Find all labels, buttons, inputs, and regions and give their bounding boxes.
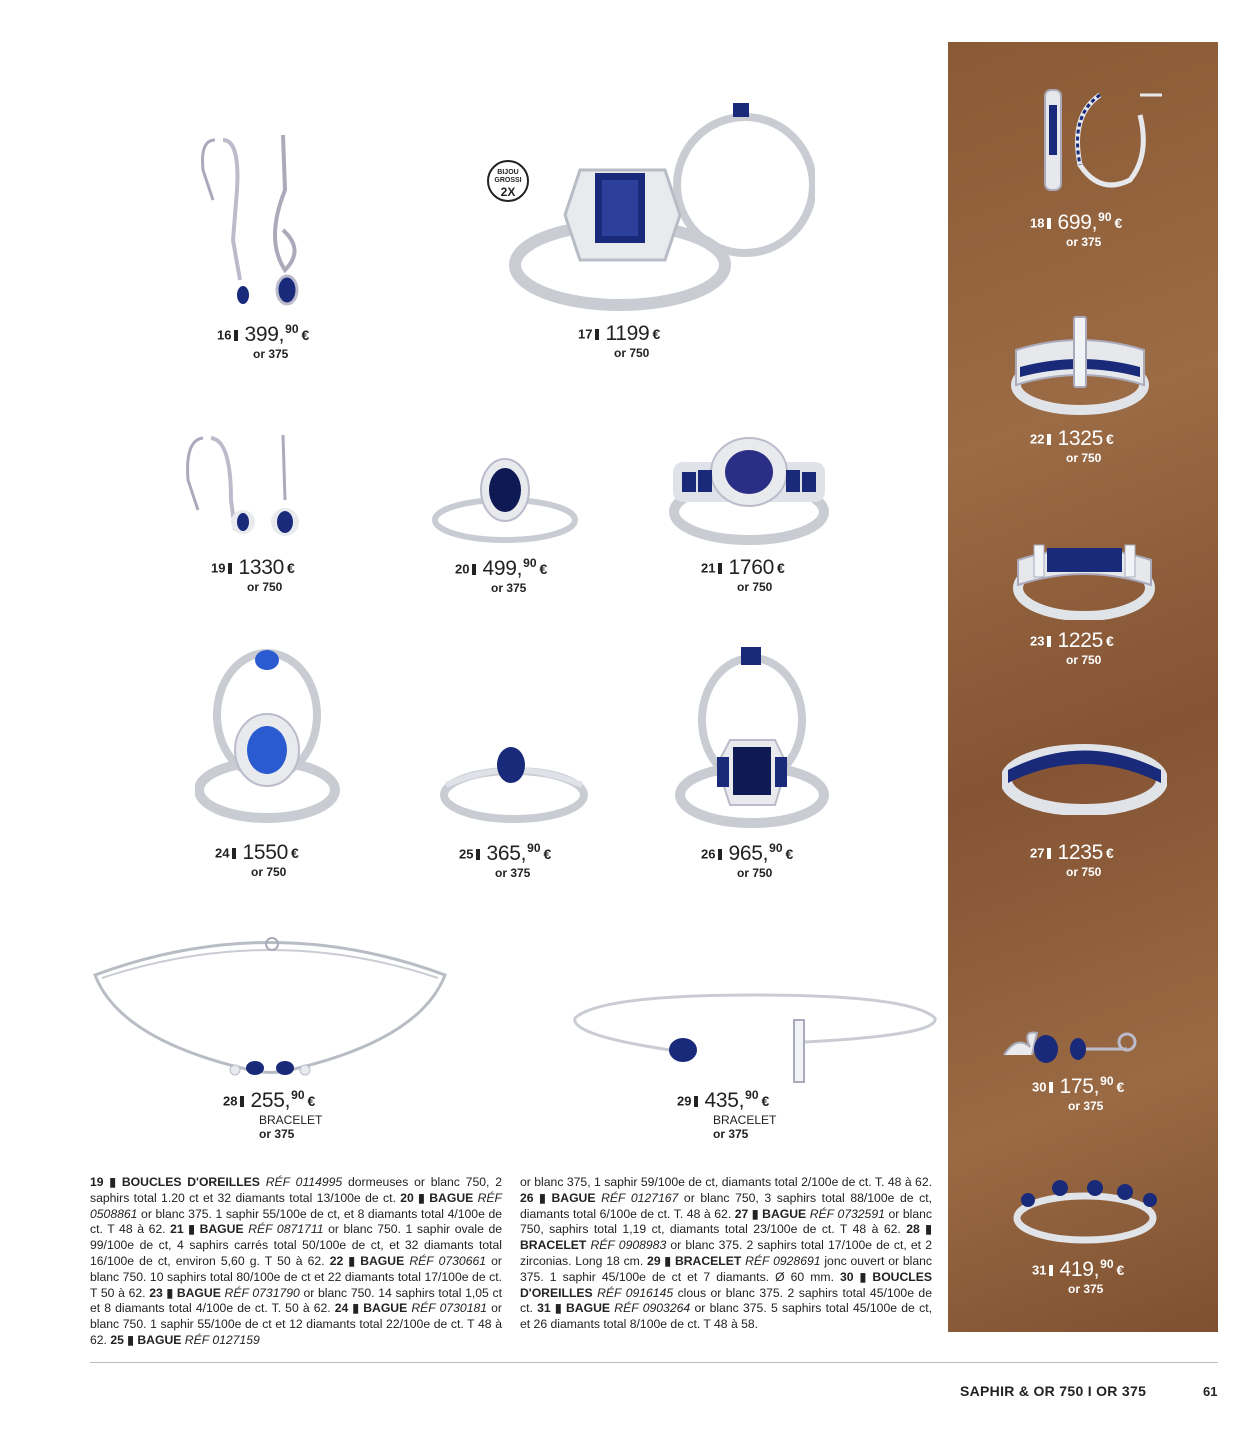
metal-31: or 375 bbox=[1068, 1282, 1104, 1297]
product-23-image[interactable] bbox=[1012, 530, 1157, 620]
product-30-image[interactable] bbox=[1002, 1025, 1142, 1070]
description-column-1: 19 ▮ BOUCLES D'OREILLES RÉF 0114995 dormeuses or blanc 750, 2 saphirs total 1.20 ct et 32 diamants total 13/100e de ct. 20 ▮ BAGUE RÉF 0508861 or blanc 375. 1 saphir 55/100e de ct, et 8 diamants total 4/100e de ct. T 48 à 62. 21 ▮ BAGUE RÉF 0871711 or blanc 750. 1 saphir ovale de 99/100e de ct, 4 saphirs carrés total 50/100e de ct, et 32 diamants total 16/100e de ct, environ 5,60 g. T 50 à 62. 22 ▮ BAGUE RÉF 0730661 or blanc 750. 10 saphirs total 80/100e de ct et 22 diamants total 17/100e de ct. T 50 à 62. 23 ▮ BAGUE RÉF 0731790 or blanc 750. 14 saphirs total 1,05 ct et 8 diamants total 4/100e de ct. T. 50 à 62. 24 ▮ BAGUE RÉF 0730181 or blanc 750. 1 saphir 55/100e de ct et 12 diamants total 22/100e de ct. T 48 à 62. 25 ▮ BAGUE RÉF 0127159 bbox=[90, 1175, 503, 1347]
price-27: 27 1235 € or 750 bbox=[1030, 841, 1114, 879]
metal-20: or 375 bbox=[491, 581, 527, 596]
price-16: 16 399,90 € or 375 bbox=[217, 322, 310, 362]
badge-line1: BIJOU bbox=[497, 169, 519, 176]
price-20: 20 499,90 € or 375 bbox=[455, 556, 548, 596]
price-31: 31 419,90 € or 375 bbox=[1032, 1257, 1125, 1297]
price-23: 23 1225 € or 750 bbox=[1030, 629, 1114, 667]
product-17-image[interactable] bbox=[505, 95, 815, 315]
price-21: 21 1760 € or 750 bbox=[701, 556, 785, 594]
price-29: 29 435,90 € BRACELET or 375 bbox=[677, 1088, 777, 1142]
price-24: 24 1550 € or 750 bbox=[215, 841, 299, 879]
product-19-image[interactable] bbox=[183, 430, 308, 550]
product-29-image[interactable] bbox=[570, 990, 940, 1085]
metal-27: or 750 bbox=[1066, 865, 1102, 879]
product-24-image[interactable] bbox=[195, 640, 340, 825]
badge-line2: GROSSI bbox=[494, 177, 522, 184]
product-20-image[interactable] bbox=[430, 455, 580, 550]
metal-23: or 750 bbox=[1066, 653, 1102, 667]
product-28-image[interactable] bbox=[90, 930, 450, 1080]
page-number: 61 bbox=[1203, 1384, 1218, 1399]
metal-29: or 375 bbox=[713, 1127, 749, 1142]
price-26: 26 965,90 € or 750 bbox=[701, 841, 794, 881]
product-25-image[interactable] bbox=[440, 745, 588, 825]
metal-28: or 375 bbox=[259, 1127, 295, 1142]
footer-divider bbox=[90, 1362, 1218, 1363]
badge-line3: 2X bbox=[500, 185, 516, 199]
metal-18: or 375 bbox=[1066, 235, 1102, 250]
metal-25: or 375 bbox=[495, 866, 531, 881]
footer-title: SAPHIR & OR 750 I OR 375 bbox=[960, 1383, 1147, 1399]
metal-30: or 375 bbox=[1068, 1099, 1104, 1114]
price-30: 30 175,90 € or 375 bbox=[1032, 1074, 1125, 1114]
price-22: 22 1325 € or 750 bbox=[1030, 427, 1114, 465]
metal-26: or 750 bbox=[737, 866, 773, 881]
price-18: 18 699,90 € or 375 bbox=[1030, 210, 1123, 250]
type-28: BRACELET bbox=[259, 1113, 323, 1128]
product-27-image[interactable] bbox=[1002, 735, 1167, 815]
price-17: 17 1199 € or 750 bbox=[578, 322, 661, 360]
price-19: 19 1330 € or 750 bbox=[211, 556, 295, 594]
product-26-image[interactable] bbox=[675, 645, 830, 830]
product-16-image[interactable] bbox=[195, 130, 305, 320]
metal-17: or 750 bbox=[614, 346, 650, 360]
product-22-image[interactable] bbox=[1010, 315, 1150, 415]
product-31-image[interactable] bbox=[1010, 1170, 1160, 1245]
metal-22: or 750 bbox=[1066, 451, 1102, 465]
description-column-2: or blanc 375, 1 saphir 59/100e de ct, diamants total 2/100e de ct. T. 48 à 62. 26 ▮ BAGUE RÉF 0127167 or blanc 750, 3 saphirs total 88/100e de ct, diamants total 6/100e de ct. T. 48 à 62. 27 ▮ BAGUE RÉF 0732591 or blanc 750, saphirs total 1,19 ct, diamants total 23/100e de ct. T 48 à 62. 28 ▮ BRACELET RÉF 0908983 or blanc 375. 2 saphirs total 17/100e de ct, et 2 zirconias. Long 18 cm. 29 ▮ BRACELET RÉF 0928691 jonc ouvert or blanc 375. 1 saphir 45/100e de ct et 7 diamants. Ø 60 mm. 30 ▮ BOUCLES D'OREILLES RÉF 0916145 clous or blanc 375. 2 saphirs total 45/100e de ct. 31 ▮ BAGUE RÉF 0903264 or blanc 375. 5 saphirs total 45/100e de ct, et 26 diamants total 8/100e de ct. T 48 à 58. bbox=[520, 1175, 933, 1332]
metal-19: or 750 bbox=[247, 580, 283, 594]
price-25: 25 365,90 € or 375 bbox=[459, 841, 552, 881]
product-21-image[interactable] bbox=[668, 432, 830, 547]
price-28: 28 255,90 € BRACELET or 375 bbox=[223, 1088, 323, 1142]
metal-24: or 750 bbox=[251, 865, 287, 879]
type-29: BRACELET bbox=[713, 1113, 777, 1128]
metal-16: or 375 bbox=[253, 347, 289, 362]
product-18-image[interactable] bbox=[1040, 85, 1170, 200]
metal-21: or 750 bbox=[737, 580, 773, 594]
